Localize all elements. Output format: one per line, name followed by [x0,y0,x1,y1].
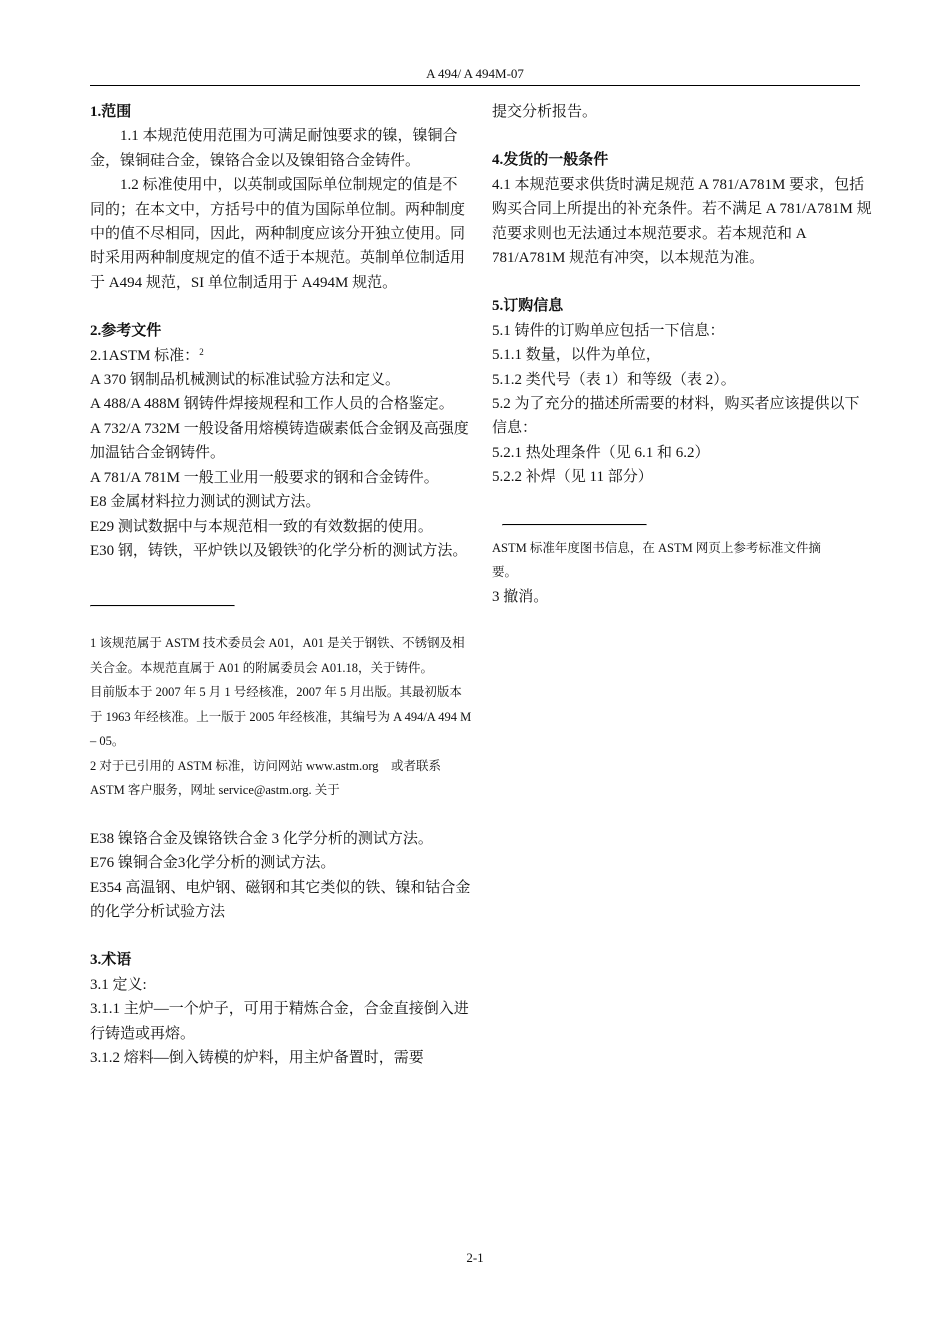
footnote-marker-2: 2 [199,346,204,357]
clause-3-1-2-continued: 提交分析报告。 [492,104,598,120]
left-column [90,100,472,1070]
page-number: 2-1 [466,1250,484,1265]
clause-5-1-1: 5.1.1 数量，以件为单位， [492,347,661,364]
clause-5-2-2: 5.2.2 补焊（见 11 部分） [492,469,653,486]
ref-a732: A 732/A 732M 一般设备用熔模铸造碳素低合金钢及高强度加温钴合金钢铸件。 [90,420,469,462]
ref-e30 [90,539,472,563]
section-1-heading: 1.范围 [90,104,132,120]
clause-3-1-2: 3.1.2 熔料—倒入铸模的炉料，用主炉备置时，需要 [90,1050,424,1067]
clause-3-1-1: 3.1.1 主炉—一个炉子，可用于精炼合金，合金直接倒入进行铸造或再熔。 [90,1001,469,1042]
footnote-2: 2 对于已引用的 ASTM 标准，访问网站 www.astm.org 或者联系 ASTM 客户服务，网址 service@astm.org. 关于 [90,758,442,798]
header-rule [90,85,860,86]
clause-3-1: 3.1 定义: [90,976,147,993]
footnote-marker-3: 3 [297,541,303,552]
ref-e8: E8 金属材料拉力测试的测试方法。 [90,494,321,511]
right-column [492,100,874,609]
clause-5-2-1: 5.2.1 热处理条件（见 6.1 和 6.2） [492,444,710,461]
ref-a781: A 781/A 781M 一般工业用一般要求的钢和合金铸件。 [90,469,439,486]
section-3-heading: 3.术语 [90,952,132,969]
clause-1-2: 1.2 标准使用中，以英制或国际单位制规定的值是不同的；在本文中，方括号中的值为国际单位制。两种制度中的值不尽相同，因此，两种制度应该分开独立使用。同时采用两种制度规定的值不适于本规范。英制单位制适用于 A494 规范，SI 单位制适用于 A494M 规范。 [90,177,466,291]
clause-4-1: 4.1 本规范要求供货时满足规范 A 781/A781M 要求，包括购买合同上所提出的补充条件。若不满足 A 781/A781M 规范要求则也无法通过本规范要求。若本规范和 A 781/A781M 规范有冲突，以本规范为准。 [492,176,872,267]
section-2-heading: 2.参考文件 [90,323,162,340]
clause-5-2: 5.2 为了充分的描述所需要的材料，购买者应该提供以下信息： [492,396,860,437]
footnote-1-edition: 目前版本于 2007 年 5 月 1 号经核准，2007 年 5 月出版。其最初版本于 1963 年经核准。上一版于 2005 年经核准，其编号为 A 494/A 494 M – 05。 [90,685,472,749]
page-header: A 494/ A 494M-07 [426,66,524,81]
footnote-1: 1 该规范属于 ASTM 技术委员会 A01，A01 是关于钢铁、不锈钢及相关合金。本规范直属于 A01 的附属委员会 A01.18，关于铸件。 [90,636,465,675]
ref-e76: E76 镍铜合金3化学分析的测试方法。 [90,855,336,872]
ref-e29: E29 测试数据中与本规范相一致的有效数据的使用。 [90,518,433,535]
ref-e38: E38 镍铬合金及镍铬铁合金 3 化学分析的测试方法。 [90,830,433,847]
ref-e30-text: E30 钢，铸铁，平炉铁以及锻铁 [90,542,298,559]
ref-e30-text-end: 的化学分析的测试方法。 [302,542,468,559]
clause-5-1-2: 5.1.2 类代号（表 1）和等级（表 2）。 [492,371,736,388]
section-5-heading: 5.订购信息 [492,298,564,315]
footnote-3: 3 撤消。 [492,588,549,605]
ref-e354: E354 高温钢、电炉钢、磁钢和其它类似的铁、镍和钴合金的化学分析试验方法 [90,879,471,921]
clause-1-1: 1.1 本规范使用范围为可满足耐蚀要求的镍，镍铜合金，镍铜硅合金，镍铬合金以及镍钼铬合金铸件。 [90,128,458,169]
section-4-heading: 4.发货的一般条件 [492,152,609,169]
ref-a370: A 370 钢制品机械测试的标准试验方法和定义。 [90,372,401,389]
clause-2-1-text: 2.1ASTM 标准： [90,347,200,364]
footnote-2-continued: ASTM 标准年度图书信息，在 ASTM 网页上参考标准文件摘要。 [492,540,821,580]
clause-5-1: 5.1 铸件的订购单应包括一下信息： [492,322,725,339]
ref-a488: A 488/A 488M 钢铸件焊接规程和工作人员的合格鉴定。 [90,396,454,413]
clause-2-1 [90,344,472,368]
